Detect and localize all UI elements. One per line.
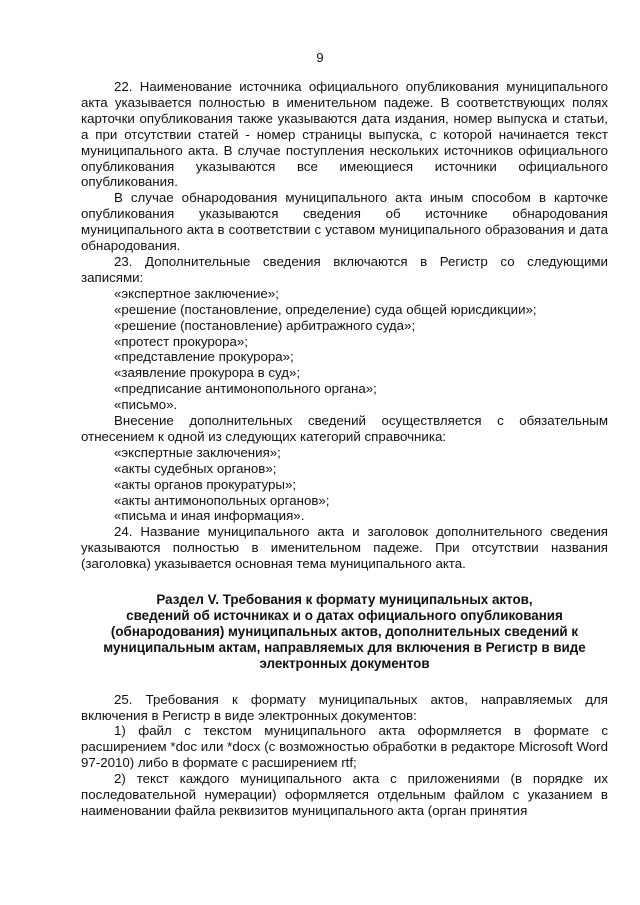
list-item: «заявление прокурора в суд»; <box>114 365 301 381</box>
section-heading-line: Раздел V. Требования к формату муниципальных актов, <box>156 592 533 608</box>
categories-list <box>81 445 608 525</box>
list-item: «решение (постановление) арбитражного суда»; <box>114 317 416 333</box>
list-item: «экспертные заключения»; <box>114 444 281 460</box>
paragraph-23: 23. Дополнительные сведения включаются в Регистр со следующими записями: <box>81 253 608 285</box>
paragraph-22: 22. Наименование источника официального опубликования муниципального акта указывается полностью в именительном падеже. В соответствующих полях карточки опубликования также указываются дата издания, номер выпуска и статьи, а при отсутствии статей - номер страницы выпуска, с которой начинается текст муниципального акта. В случае поступления нескольких источников официального опубликования указываются все имеющиеся источники официального опубликования. <box>81 79 608 190</box>
list-item: «письма и иная информация». <box>114 508 305 524</box>
paragraph-25: 25. Требования к формату муниципальных актов, направляемых для включения в Регистр в виде электронных документов: <box>81 691 608 723</box>
list-item: «экспертное заключение»; <box>114 285 279 301</box>
list-item: «акты антимонопольных органов»; <box>114 492 330 508</box>
list-item: «акты судебных органов»; <box>114 460 277 476</box>
paragraph-25-item-2: 2) текст каждого муниципального акта с приложениями (в порядке их последовательной нумерации) оформляется отдельным файлом с указанием в наименовании файла реквизитов муниципального акта (орган принятия <box>81 771 608 818</box>
records-list <box>81 286 608 413</box>
paragraph-25-item-1: 1) файл с текстом муниципального акта оформляется в формате с расширением *doc или *docx (с возможностью обработки в редакторе Microsoft Word 97-2010) либо в формате с расширением rtf; <box>81 723 608 771</box>
section-heading-line: электронных документов <box>259 655 430 671</box>
paragraph-categories: Внесение дополнительных сведений осуществляется с обязательным отнесением к одной из следующих категорий справочника: <box>81 413 608 444</box>
list-item: «протест прокурора»; <box>114 333 248 349</box>
page-number: 9 <box>316 50 324 65</box>
section-heading-line: сведений об источниках и о датах официального опубликования <box>126 608 563 623</box>
paragraph-promulgation: В случае обнародования муниципального акта иным способом в карточке опубликования указываются сведения об источнике обнародования муниципального акта в соответствии с уставом муниципального образования и дата обнародования. <box>81 190 608 254</box>
list-item: «предписание антимонопольного органа»; <box>114 381 377 397</box>
paragraph-24: 24. Название муниципального акта и заголовок дополнительного сведения указываются полностью в именительном падеже. При отсутствии названия (заголовка) указывается основная тема муниципального акта. <box>81 524 608 572</box>
list-item: «письмо». <box>114 397 178 413</box>
document-body <box>81 79 608 819</box>
section-heading <box>81 592 608 672</box>
section-heading-line: муниципальным актам, направляемых для включения в Регистр в виде <box>103 639 586 655</box>
list-item: «акты органов прокуратуры»; <box>114 476 297 492</box>
list-item: «представление прокурора»; <box>114 349 294 365</box>
section-heading-line: (обнародования) муниципальных актов, дополнительных сведений к <box>110 623 579 639</box>
list-item: «решение (постановление, определение) суда общей юрисдикции»; <box>114 301 537 317</box>
